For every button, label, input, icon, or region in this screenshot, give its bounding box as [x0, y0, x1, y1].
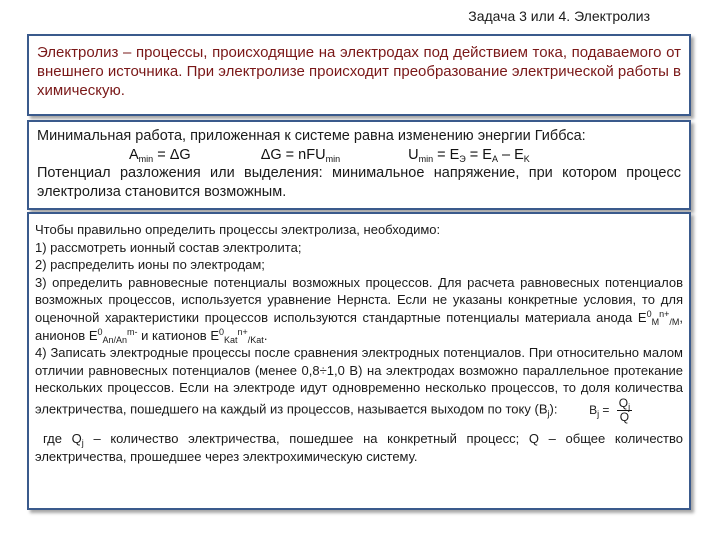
- procedure-step-4: 4) Записать электродные процессы после сравнения электродных потенциалов. При относительно малом отличии равновесных потенциалов (менее 0,8÷1,0 В) на электродах возможно параллельное протекание нескольких процессов. Если на электроде идут одновременно несколько процессов, то доля количества электричества, пошедшего на каждый из процессов, называется выходом по току $(B_j)$: $B_j$ = $\frac{Q_j}{Q}$: [35, 345, 683, 424]
- procedure-step-3: 3) определить равновесные потенциалы возможных процессов. Для расчета равновесных потенциалов возможных процессов, используется уравнение Нернста. Если не указаны конкретные условия, то для оценочной характеристики процессов используются стандартные потенциалы материала анода $E^0_M^{n+}_{/M}$, анионов $E^0_{An/An}^{m-}$ и катионов $E^0_{Kat}^{n+}_{/Kat}$.: [35, 274, 683, 345]
- procedure-step-2: 2) распределить ионы по электродам;: [35, 257, 265, 273]
- formula-voltage: $U_{min} = E_Э = E_A - E_K$: [408, 146, 530, 164]
- yield-explanation: где $Q_j$ – количество электричества, пошедшее на конкретный процесс; Q – общее количество электричества, прошедшее через электрохимическую систему.: [35, 430, 683, 464]
- definition-text: Электролиз – процессы, происходящие на электродах под действием тока, подаваемого от внешнего источника. При электролизе происходит преобразование электрической работы в химическую.: [37, 44, 681, 99]
- decomposition-potential-text: Потенциал разложения или выделения: минимальное напряжение, при котором процесс электролиза становится возможным.: [37, 165, 681, 200]
- formula-work: $A_{min} = \Delta G$: [129, 146, 191, 164]
- gibbs-energy-box: [27, 120, 691, 210]
- current-yield-equation: $B_j$ = $\frac{Q_j}{Q}$: [589, 395, 631, 424]
- formula-row: [37, 146, 681, 165]
- slide-title: Задача 3 или 4. Электролиз: [468, 8, 650, 24]
- procedure-step-1: 1) рассмотреть ионный состав электролита;: [35, 239, 302, 255]
- yield-fraction: $\frac{Q_j}{Q}$: [618, 395, 631, 424]
- procedure-intro: Чтобы правильно определить процессы электролиза, необходимо:: [35, 222, 441, 237]
- definition-box: [27, 34, 691, 116]
- formula-gibbs: ΔG = nFU$_{min}$: [260, 146, 341, 164]
- gibbs-intro-text: Минимальная работа, приложенная к системе равна изменению энергии Гиббса:: [37, 128, 586, 144]
- procedure-box: [27, 212, 691, 510]
